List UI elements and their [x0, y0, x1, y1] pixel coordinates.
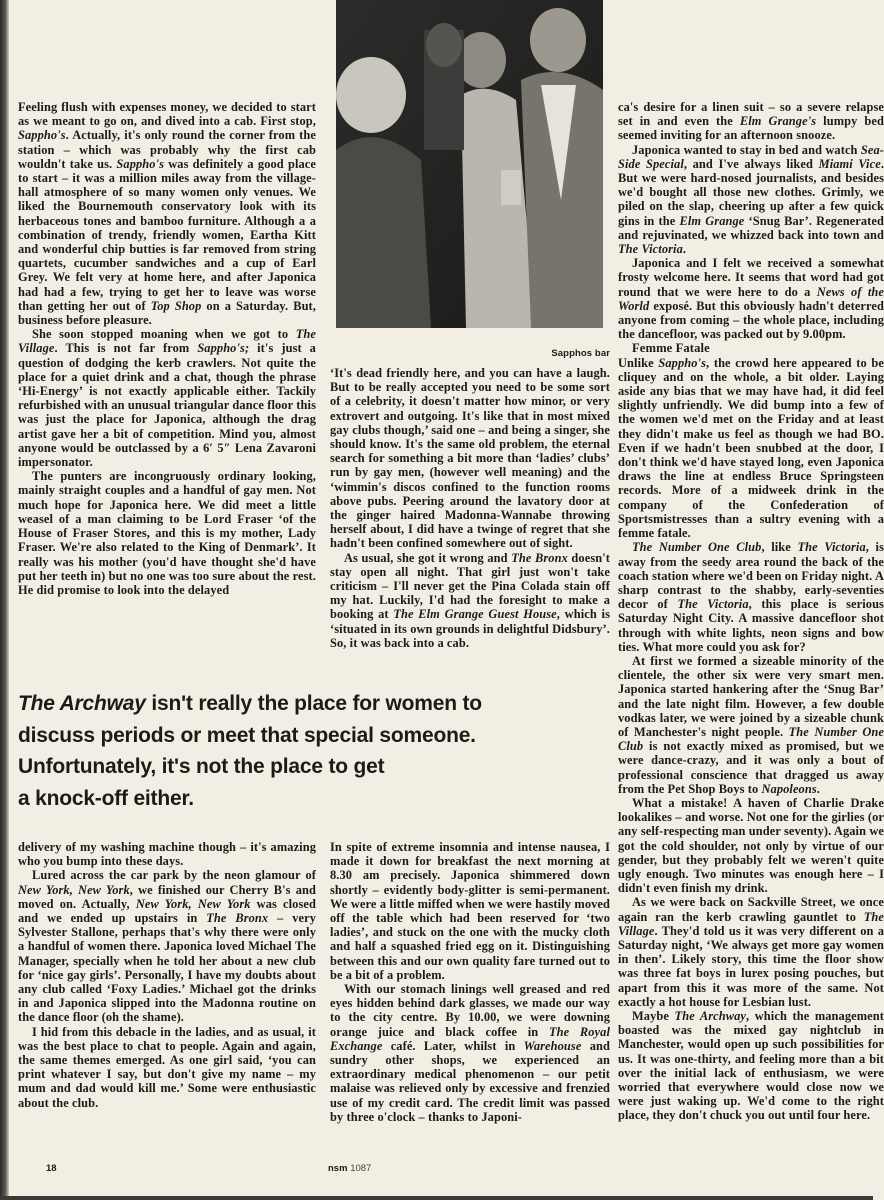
paragraph [18, 327, 316, 469]
text-run: a knock-off either. [18, 786, 194, 810]
text-run: Japonica wanted to stay in bed and watch [632, 142, 861, 157]
italic-title: Sea-Side Special [618, 142, 884, 171]
paragraph [618, 540, 884, 654]
text-run: , we finished our Cherry B's and moved on. Actually, [18, 882, 316, 911]
text-run: , which is ‘situated in its own grounds in delightful Didsbury’. So, it was back into a cab. [330, 607, 610, 650]
italic-title: The Village [618, 909, 884, 938]
italic-title: The Victoria [677, 597, 749, 612]
text-run: – very Sylvester Stallone, perhaps that's why there were only a handful of women there. Japonica loved Michael The Manager, specially when he told her about a new club for ‘nice gay girls’. Personally, I have my doubts about any club called ‘Foxy Ladies.’ Michael got the drinks in and Japonica slipped into the Madonna routine on the dance floor (oh the shame). [18, 911, 316, 1025]
italic-title: The Royal Exchange [330, 1024, 610, 1053]
pull-quote-line [18, 720, 618, 752]
text-run: discuss periods or meet that special someone. [18, 723, 476, 747]
pull-quote-line [18, 783, 618, 815]
paragraph [18, 100, 316, 327]
italic-title: News of the World [618, 284, 884, 313]
pull-quote [18, 688, 618, 814]
article-column-3 [618, 100, 884, 1123]
text-run: is not exactly mixed as promised, but we were dance-crazy, and it was only a bout of professional conscience that dragged us away from the Pet Shop Boys to [618, 739, 884, 796]
paragraph [330, 982, 610, 1124]
italic-title: The Bronx [206, 911, 269, 926]
text-run: As we were back on Sackville Street, we once again ran the kerb crawling gauntlet to [618, 895, 884, 924]
italic-title: Elm Grange [679, 213, 745, 228]
photo-sapphos-bar [336, 0, 603, 328]
article-column-1 [18, 100, 316, 597]
italic-title: Top Shop [150, 298, 202, 313]
paragraph [618, 895, 884, 1009]
paragraph [618, 796, 884, 895]
italic-title: The Archway [674, 1009, 747, 1023]
paragraph [330, 840, 610, 982]
column-2-body [330, 366, 610, 650]
text-run: Feeling flush with expenses money, we decided to start as we meant to go on, and dived into a cab. First stop, [18, 100, 316, 129]
italic-title: The Elm Grange Guest House [393, 607, 557, 622]
italic-title: New York, New York [135, 896, 251, 911]
text-run: The punters are incongruously ordinary looking, mainly straight couples and a handful of gay men. Not much hope for Japonica here. We did meet a little weasel of a man claiming to be Lord Fraser ‘of the House of Fraser Stores, and this is my mother, Lady Fraser. We're also related to the King of Denmark’. It really was his mother (you'd have thought she'd have put her teeth in) but no one was too sure about the rest. He did promise to look into the delayed [18, 469, 316, 597]
publication-name: nsm [328, 1163, 348, 1174]
text-run: delivery of my washing machine though – it's amazing who you bump into these days. [18, 840, 316, 869]
italic-title: Napoleons [761, 781, 817, 796]
pull-quote-line [18, 751, 618, 783]
column-3-body-b [618, 356, 884, 1123]
paragraph [18, 868, 316, 1024]
subheading: Femme Fatale [632, 341, 710, 356]
issue-number: 1087 [350, 1163, 372, 1174]
text-run: . This is not far from [54, 341, 198, 356]
text-run: , which the management boasted was the mixed gay nightclub in Manchester, would open up such possibilities for us. It was one-thirty, and feeling more than a bit over the initial lack of enthusiasm, we were worried that everywhere would close now we were just waking up. We'd come to the right place, they don't chuck you out until four here. [618, 1009, 884, 1123]
paragraph [618, 256, 884, 341]
text-run: ‘Snug Bar’. Regenerated and rejuvinated, we whizzed back into town and [618, 213, 884, 242]
italic-title: The Archway [18, 692, 146, 715]
italic-title: Sappho's [18, 128, 66, 143]
pull-quote-line [18, 688, 618, 720]
paragraph [18, 469, 316, 597]
italic-title: Miami Vice [818, 156, 881, 171]
text-run: . [682, 242, 687, 257]
italic-title: The Number One Club [618, 724, 884, 754]
italic-title: New York, New York [18, 882, 130, 897]
text-run: ca's desire for a linen suit – so a severe relapse set in and even the [618, 100, 884, 129]
text-run: , and I've always liked [683, 156, 819, 171]
paragraph [618, 654, 884, 796]
text-run: Japonica and I felt we received a somewhat frosty welcome here. It seems that word had got round that we were here to do a [618, 256, 884, 299]
italic-title: The Village [18, 327, 316, 356]
text-run: exposé. But this obviously hadn't deterred anyone from coming – the whole place, including the dancefloor, was packed out by 9.00pm. [618, 298, 884, 342]
paragraph [618, 1009, 884, 1123]
text-run: With our stomach linings well greased and red eyes hidden behind dark glasses, we made our way to the city centre. By 10.00, we were downing orange juice and black coffee in [330, 982, 610, 1039]
italic-title: Sappho's [116, 156, 165, 171]
italic-title: Warehouse [523, 1038, 582, 1053]
text-run: In spite of extreme insomnia and intense nausea, I made it down for breakfast the next morning at 8.30 am precisely. Japonica shimmered down shortly – evidently body-glitter is semi-permanent. We were a little miffed when we were hastily moved off the table which had been reserved for ‘two ladies’, and stuck on the one with the mucky cloth and half a squashed fried egg on it. Distinguishing between this and our own quality fare turned out to be a bit of a problem. [330, 840, 610, 982]
column-3-body-a [618, 100, 884, 341]
text-run: café. Later, whilst in [382, 1038, 524, 1053]
text-run: and sundry other shops, we experienced an extraordinary medical phenomenon – our petit malaise was relieved only by excessive and frenzied use of my credit card. The credit limit was passed by three o'clock – thanks to Japoni- [330, 1038, 610, 1124]
text-run: Lured across the car park by the neon glamour of [32, 868, 316, 883]
text-run: She soon stopped moaning when we got to [32, 327, 296, 342]
paragraph [330, 366, 610, 551]
page-number: 18 [46, 1163, 57, 1174]
text-run: , the crowd here appeared to be cliquey and on the whole, a bit older. Laying aside any bias that we may have had, it did feel slightly unfriendly. We did bump into a few of the women we'd met on the Friday and at least they didn't make us feel as though we had BO. Even if we hadn't been snubbed at the door, I don't think we'd have stayed long, even Japonica draws the line at endless Bruce Springsteen records. More of a midweek drink in the company of the Confederation of Sportsmistresses than a sultry evening with a femme fatale. [618, 355, 884, 541]
paragraph [18, 840, 316, 868]
publication-folio [328, 1163, 371, 1174]
text-run: it's just a question of dodging the kerb crawlers. Not quite the place for a quiet drink and a chat, though the phrase ‘Hi-Energy’ is not exactly applicable either. Tackily refurbished with an unusual triangular dance floor this was just the place for Japonica, although the drag artist gave her a bit of competition. Mind you, almost anyone would be outclassed by a 6′ 5″ Lena Zavaroni impersonator. [18, 341, 316, 470]
text-run: As usual, she got it wrong and [344, 550, 512, 565]
text-run: , is away from the seedy area round the back of the coach station where we'd been on Friday night. A sharp contrast to the shabby, early-seventies decor of [618, 540, 884, 612]
paragraph [18, 1025, 316, 1110]
paragraph [330, 551, 610, 650]
text-run: . But we were hard-nosed journalists, and besides we'd bought all those new clothes. Grimly, we piled on the slap, cheering up after a few quick gins in the [618, 156, 884, 228]
text-run: Unlike [618, 355, 659, 370]
italic-title: The Number One Club [632, 540, 762, 555]
article-column-4 [18, 840, 316, 1110]
article-column-2 [330, 348, 610, 650]
text-run: I hid from this debacle in the ladies, and as usual, it was the best place to chat to people. Again and again, the same themes emerged. As one girl said, ‘you can print whatever I say, but don't give my name – my mum and dad would kill me.’ Some were enthusiastic about the club. [18, 1024, 316, 1110]
text-run: At first we formed a sizeable minority of the clientele, the other six were very smart men. Japonica started hankering after the ‘Snug Bar’ and the late night film. However, a few double vodkas later, we were joined by a sizeable chunk of Manchester's night people. [618, 653, 884, 739]
text-run: ‘It's dead friendly here, and you can have a laugh. But to be really accepted you need to be some sort of a celebrity, it doesn't matter how minor, or very extrovert and outgoing. It's like that in most mixed gay clubs though,’ said one – and being a singer, she should know. It's the same old problem, the eternal search for something a bit more than ‘ladies’ clubs’ run by gay men, (however well meaning) and the ‘wimmin's discos confined to the function rooms above pubs. Peering around the lavatory door at the ginger haired Madonna-Wannabe throwing herself about, I did have a twinge of regret that she hadn't been confined somewhere out of sight. [330, 366, 610, 551]
italic-title: The Victoria [797, 540, 866, 555]
page-binding-edge [0, 0, 9, 1200]
text-run: lumpy bed seemed inviting for an afternoon snooze. [618, 114, 884, 143]
italic-title: The Bronx [511, 550, 568, 565]
text-run: on a Saturday. But, business before pleasure. [18, 298, 316, 328]
text-run: , like [761, 540, 798, 555]
italic-title: Sappho's; [197, 341, 250, 356]
paragraph [618, 356, 884, 541]
text-run: Maybe [632, 1009, 675, 1023]
paragraph [618, 143, 884, 257]
paragraph [618, 100, 884, 143]
text-run: What a mistake! A haven of Charlie Drake lookalikes – and worse. Not one for the girlies (or any self-respecting man under seventy). Again we got the cold shoulder, not only by virtue of our gender, but they probably felt we weren't quite ugly enough. Two minutes was enough here – I didn't even finish my drink. [618, 795, 884, 896]
article-column-5 [330, 840, 610, 1124]
photo-caption: Sapphos bar [551, 348, 610, 359]
text-run: . [816, 781, 820, 796]
text-run: Unfortunately, it's not the place to get [18, 755, 385, 778]
italic-title: The Victoria [618, 242, 683, 257]
text-run: . They'd told us it was very different on a Saturday night, ‘We always get more gay women in then’. Likely story, this time the floor show was three fat boys in lurex posing pouches, but apart from this it was more of the same. Not exactly a hot house for Lesbian lust. [618, 923, 884, 1009]
text-run: doesn't stay open all night. That girl just won't take criticism – I'll never get the Pina Colada stain off my hat. Luckily, I'd had the foresight to make a booking at [330, 550, 610, 622]
text-run: was definitely a good place to start – it was a million miles away from the village-hall atmosphere of so many women only venues. We liked the Bournemouth conservatory look with its herbaceous tones and bamboo furniture. Although a a combination of trendy, friendly women, Eartha Kitt and wonderful chip butties is far removed from string quartets, cucumber sandwiches and a cup of Earl Grey. We felt very at home here, and after Japonica had had a few, trying to get her to leave was worse than getting her out of [18, 156, 316, 313]
text-run: isn't really the place for women to [145, 692, 482, 715]
photo-image [336, 0, 603, 328]
page-bottom-edge [0, 1196, 873, 1200]
text-run: , this place is serious Saturday Night City. A massive dancefloor shot through with white lights, neon signs and bow ties. What more could you ask for? [618, 597, 884, 654]
text-run: . Actually, it's only round the corner from the station – which was probably why the first cab wouldn't take us. [18, 128, 316, 171]
italic-title: Sappho's [658, 355, 706, 370]
text-run: was closed and we ended up upstairs in [18, 896, 316, 926]
italic-title: Elm Grange's [739, 114, 817, 129]
